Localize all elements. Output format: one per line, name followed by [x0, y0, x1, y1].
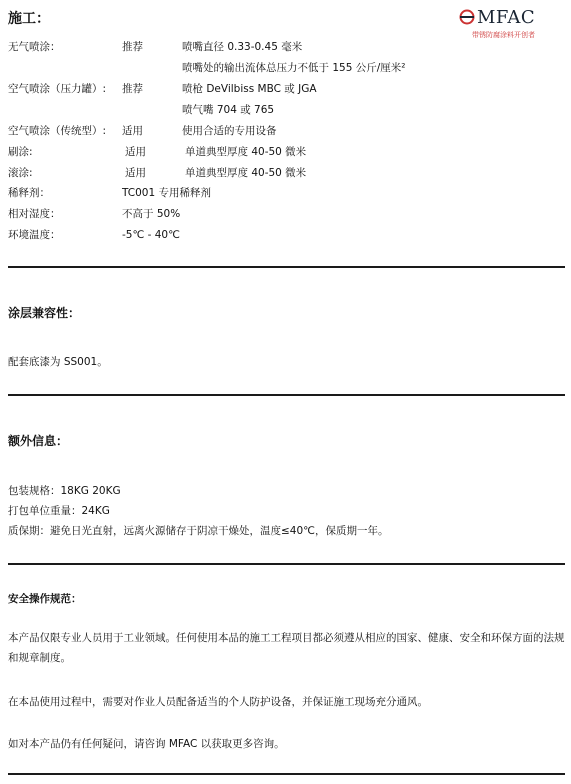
row-mode: 适用	[125, 146, 146, 158]
row-mode: 适用	[122, 125, 143, 137]
extra-info-line: 质保期：避免日光直射，远离火源储存于阴凉干燥处，温度≤40℃，保质期一年。	[8, 525, 389, 537]
row-label: 环境温度：	[8, 229, 61, 241]
row-detail: 单道典型厚度 40-50 微米	[185, 146, 307, 158]
row-mode: 推荐	[122, 41, 143, 53]
section-divider	[8, 563, 565, 565]
row-mode: TC001 专用稀释剂	[122, 187, 212, 199]
logo-brand: MFAC	[477, 7, 536, 28]
row-detail: 喷嘴直径 0.33-0.45 毫米	[182, 41, 303, 53]
extra-info-line: 包装规格：18KG 20KG	[8, 485, 121, 497]
row-mode: 适用	[125, 167, 146, 179]
logo-tagline: 带锈防腐涂料开创者	[472, 31, 535, 39]
row-detail: 喷嘴处的输出流体总压力不低于 155 公斤/厘米²	[182, 62, 406, 74]
row-detail: 使用合适的专用设备	[182, 125, 277, 137]
row-label: 相对湿度：	[8, 208, 61, 220]
row-detail: 喷枪 DeVilbiss MBC 或 JGA	[182, 83, 317, 95]
compatibility-text: 配套底漆为 SS001。	[8, 356, 108, 368]
section-divider	[8, 394, 565, 396]
row-detail: 单道典型厚度 40-50 微米	[185, 167, 307, 179]
compatibility-title: 涂层兼容性：	[8, 306, 81, 320]
mfac-logo-icon	[459, 9, 475, 25]
safety-paragraph: 在本品使用过程中，需要对作业人员配备适当的个人防护设备，并保证施工现场充分通风。	[8, 696, 428, 708]
row-detail: 喷气嘴 704 或 765	[182, 104, 275, 116]
safety-paragraph: 本产品仅限专业人员用于工业领域。任何使用本品的施工工程项目都必须遵从相应的国家、健康、安全和环保方面的法规和规章制度。	[8, 632, 565, 664]
construction-title: 施工：	[8, 11, 50, 27]
row-label: 稀释剂：	[8, 187, 50, 199]
safety-paragraph: 如对本产品仍有任何疑问，请咨询 MFAC 以获取更多咨询。	[8, 738, 285, 750]
row-mode: 不高于 50%	[122, 208, 181, 220]
row-mode: -5℃ - 40℃	[122, 229, 180, 241]
extra-info-title: 额外信息：	[8, 434, 69, 448]
section-divider	[8, 266, 565, 268]
section-divider	[8, 773, 565, 775]
extra-info-line: 打包单位重量：24KG	[8, 505, 110, 517]
row-label: 滚涂:	[8, 167, 33, 179]
row-label: 空气喷涂（传统型）:	[8, 125, 107, 137]
row-label: 刷涂:	[8, 146, 33, 158]
row-mode: 推荐	[122, 83, 143, 95]
row-label: 空气喷涂（压力罐）:	[8, 83, 107, 95]
safety-title: 安全操作规范：	[8, 593, 82, 605]
row-label: 无气喷涂：	[8, 41, 61, 53]
